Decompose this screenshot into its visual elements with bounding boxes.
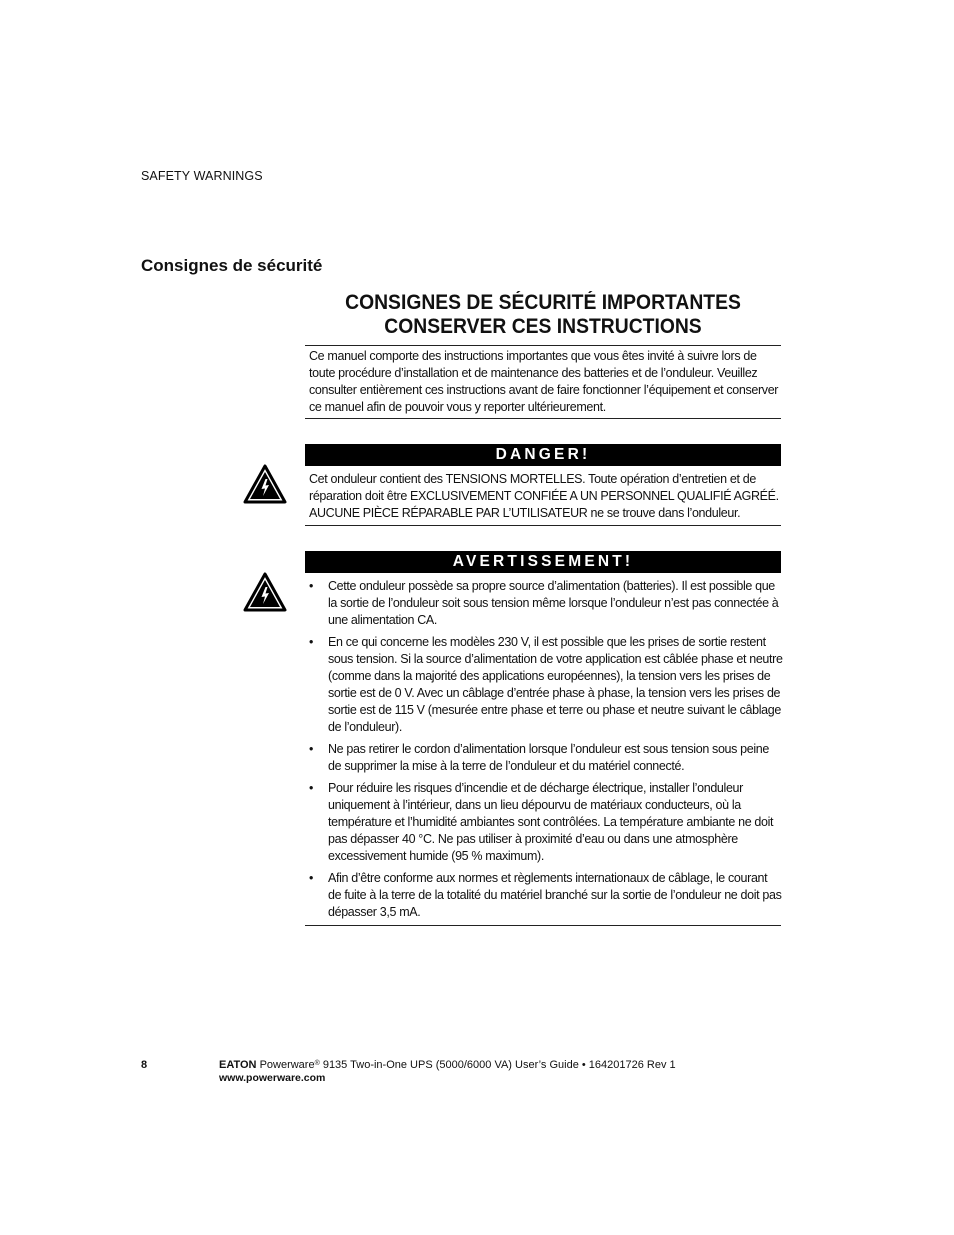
danger-text: Cet onduleur contient des TENSIONS MORTELLES. Toute opération d’entretien et de réparation doit être EXCLUSIVEMENT CONFIÉE A UN PERSONNEL QUALIFIÉ AGRÉÉ. AUCUNE PIÈCE RÉPARABLE PAR L’UTILISATEUR ne se trouve dans l’onduleur. [309,472,779,520]
page-number: 8 [141,1059,148,1071]
title-line-2: CONSERVER CES INSTRUCTIONS [384,315,702,338]
footer-guide-info: 9135 Two-in-One UPS (5000/6000 VA) User’s Guide • 164201726 Rev 1 [319,1059,676,1071]
warning-banner: AVERTISSEMENT! [305,551,781,573]
warning-list [309,578,783,926]
registered-mark: ® [314,1060,320,1067]
electrical-hazard-icon [243,464,287,504]
footer-url: www.powerware.com [219,1072,326,1084]
electrical-hazard-icon [243,572,287,612]
intro-paragraph: Ce manuel comporte des instructions importantes que vous êtes invité à suivre lors de toute procédure d’installation et de maintenance des batteries et de l’onduleur. Veuillez consulter entièrement ces instructions avant de faire fonctionner l’équipement et conserver ce manuel afin de pouvoir vous y reporter ultérieurement. [309,349,779,414]
divider [305,525,781,526]
page-title [324,291,762,339]
danger-banner: DANGER! [305,444,781,466]
title-line-1: CONSIGNES DE SÉCURITÉ IMPORTANTES [345,291,741,314]
divider [305,345,781,346]
list-item: • Cette onduleur possède sa propre source d’alimentation (batteries). Il est possible que la sortie de l’onduleur soit sous tension même lorsque l’onduleur n’est pas connectée à une alimentation CA. [309,578,783,629]
list-item: • Ne pas retirer le cordon d’alimentation lorsque l’onduleur est sous tension sous peine de supprimer la mise à la terre de l’onduleur et du matériel connecté. [309,741,783,775]
list-item: • En ce qui concerne les modèles 230 V, il est possible que les prises de sortie restent sous tension. Si la source d’alimentation de votre application est câblée phase et neutre (comme dans la majorité des applications européennes), la tension vers les prises de sortie est de 0 V. Avec un câblage d’entrée phase à phase, la tension vers les prises de sortie est de 115 V (mesurée entre phase et terre ou phase et neutre suivant le câblage de l’onduleur). [309,634,783,736]
section-label: SAFETY WARNINGS [141,169,263,183]
footer-brand: EATON [219,1059,257,1071]
list-item: • Pour réduire les risques d’incendie et de décharge électrique, installer l’onduleur uniquement à l’intérieur, dans un lieu dépourvu de matériaux conducteurs, où la température et l’humidité ambiantes sont contrôlées. La température ambiante ne doit pas dépasser 40 °C. Ne pas utiliser à proximité d’eau ou dans une atmosphère excessivement humide (95 % maximum). [309,780,783,865]
footer-product: Powerware [259,1059,315,1071]
footer-text [219,1059,676,1071]
section-heading: Consignes de sécurité [141,256,323,275]
list-item: • Afin d’être conforme aux normes et règlements internationaux de câblage, le courant de fuite à la terre de la totalité du matériel branché sur la sortie de l’onduleur ne doit pas dépasser 3,5 mA. [309,870,783,921]
divider [305,418,781,419]
divider [305,925,781,926]
